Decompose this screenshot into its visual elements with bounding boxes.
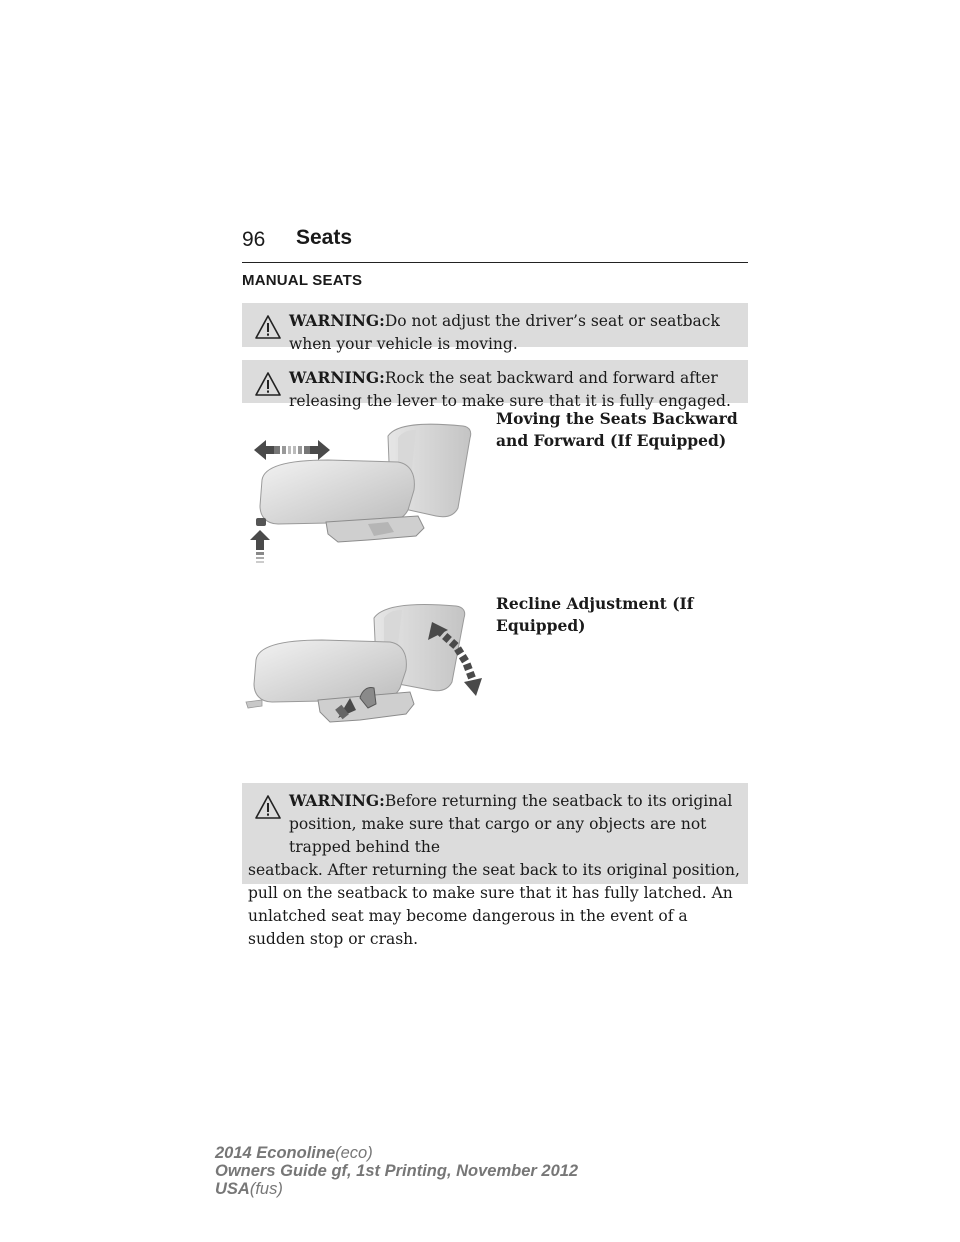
warning-text-continued: seatback. After returning the seat back to its original position, pull on the seatback to make sure that it has fully latched. An unlatched seat may become dangerous in the event of a sudden stop or crash. (248, 861, 740, 948)
warning-triangle-icon (255, 372, 281, 396)
warning-text: Do not adjust the driver’s seat or seatback when your vehicle is moving. (289, 312, 720, 353)
warning-label: WARNING: (289, 791, 385, 810)
warning-triangle-icon (255, 795, 281, 819)
page-footer (215, 1144, 578, 1198)
warning-text: Rock the seat backward and forward after releasing the lever to make sure that it is fully engaged. (289, 369, 731, 410)
footer-market: USA (215, 1180, 250, 1198)
warning-text: Before returning the seatback to its original position, make sure that cargo or any objects are not trapped behind the (289, 792, 733, 856)
page-number: 96 (242, 228, 266, 251)
subheading-fore-aft: Moving the Seats Backward and Forward (If Equipped) (496, 409, 738, 450)
warning-label: WARNING: (289, 311, 385, 330)
footer-model-code: (eco) (335, 1144, 373, 1162)
page-header (242, 226, 748, 263)
warning-box (242, 360, 748, 410)
footer-model: 2014 Econoline (215, 1144, 336, 1162)
section-heading: MANUAL SEATS (242, 272, 363, 289)
warning-label: WARNING: (289, 368, 385, 387)
subheading-recline: Recline Adjustment (If Equipped) (496, 594, 694, 635)
footer-market-code: (fus) (249, 1180, 283, 1198)
seat-recline-illustration (242, 600, 488, 735)
section-title: Seats (296, 226, 353, 249)
warning-box (242, 783, 748, 948)
seat-fore-aft-illustration (248, 418, 488, 568)
warning-box (242, 303, 748, 353)
footer-guide: Owners Guide gf, 1st Printing, November 2012 (215, 1162, 579, 1180)
warning-triangle-icon (255, 315, 281, 339)
